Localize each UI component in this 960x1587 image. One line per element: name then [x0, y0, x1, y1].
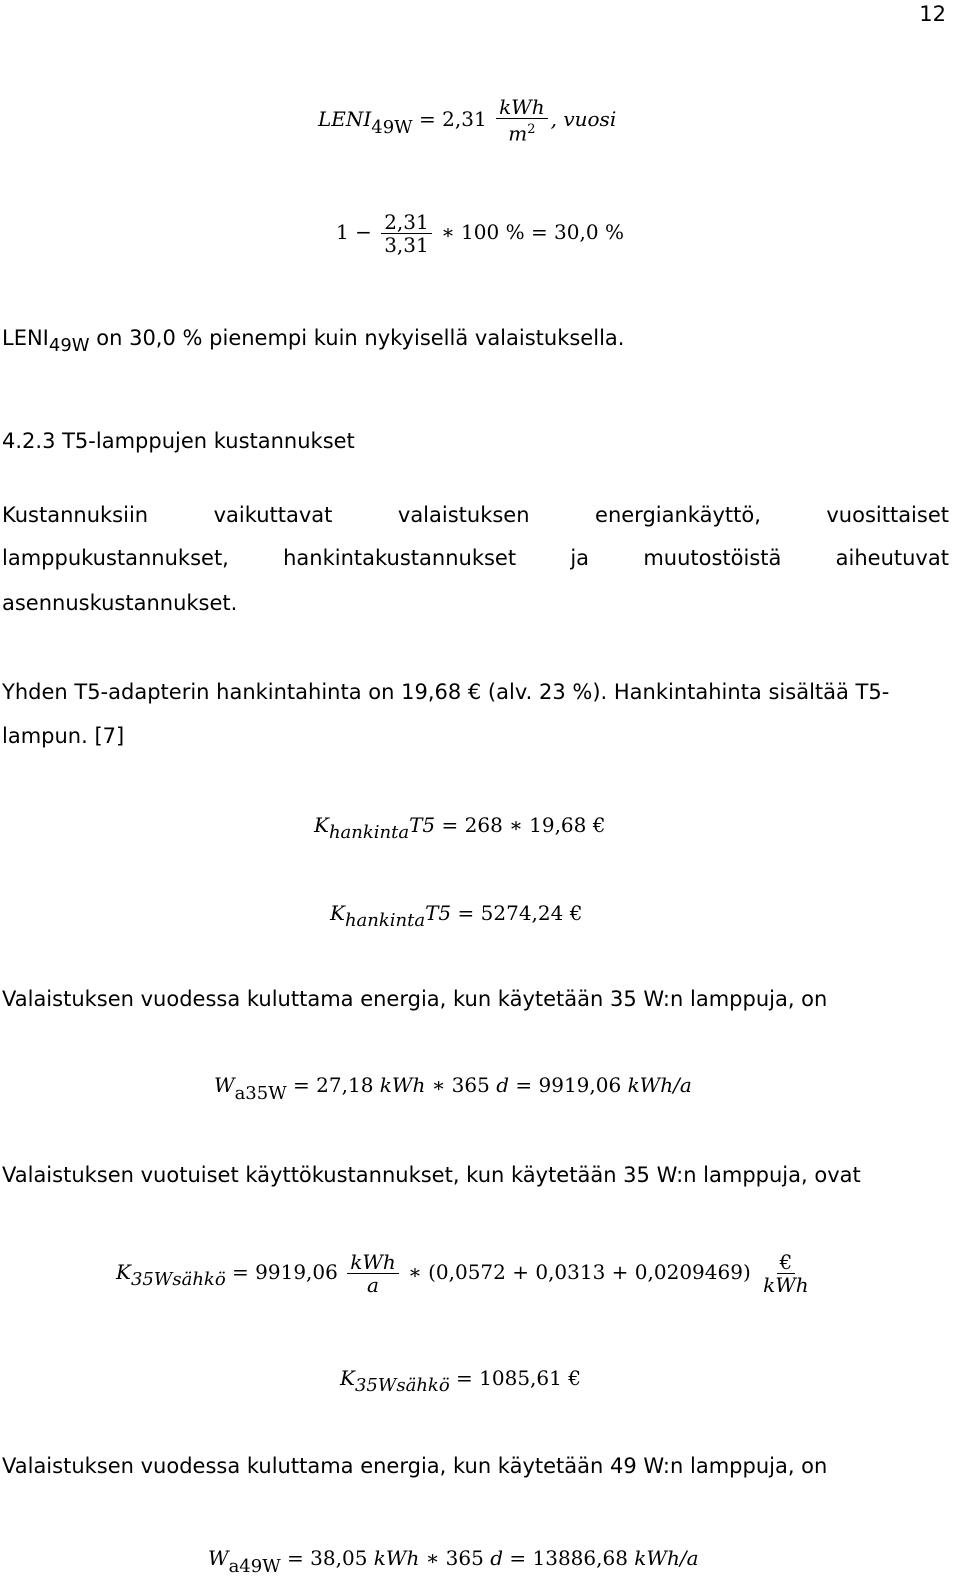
eq-percent-lead: 1 − — [336, 220, 372, 244]
para-energy-35w: Valaistuksen vuodessa kuluttama energia, kun käytetään 35 W:n lamppuja, on — [2, 987, 828, 1011]
para-adapter-line1: Yhden T5-adapterin hankintahinta on 19,68 € (alv. 23 %). Hankintahinta sisältää T5- — [2, 680, 890, 704]
equation-k-35w-result — [340, 1365, 581, 1396]
eq-k35-fraction-2-denominator: kWh — [763, 1273, 809, 1297]
para-costs-word: vuosittaiset — [826, 503, 949, 527]
eq-leni-exponent: 2 — [527, 122, 536, 137]
para-costs-word: ja — [570, 546, 590, 570]
eq-percent-fraction — [381, 211, 432, 256]
eq-w49-subscript: a49W — [228, 1556, 281, 1577]
leni-sentence — [2, 325, 625, 356]
eq-leni-numerator: kWh — [496, 96, 548, 119]
eq-w49-unit: d — [490, 1546, 504, 1570]
eq-w35-part: ∗ 365 — [425, 1073, 497, 1097]
eq-w35-part: = 9919,06 — [509, 1073, 628, 1097]
eq-percent-numerator: 2,31 — [381, 211, 432, 234]
eq-leni-subscript: 49W — [371, 116, 413, 138]
eq-w49-part: ∗ 365 — [419, 1546, 491, 1570]
eq-k35-fraction-1-denominator: a — [367, 1273, 379, 1297]
para-costs-35w: Valaistuksen vuotuiset käyttökustannukset, kun käytetään 35 W:n lamppuja, ovat — [2, 1163, 861, 1187]
page-number: 12 — [919, 2, 946, 26]
equation-leni — [318, 96, 616, 145]
leni-sentence-prefix: LENI — [2, 326, 49, 350]
eq-leni-denominator: m — [508, 121, 528, 146]
eq-w49-unit: kWh/a — [634, 1546, 699, 1570]
para-costs-word: aiheutuvat — [835, 546, 949, 570]
eq-leni-suffix: , vuosi — [550, 106, 617, 131]
para-costs-word: valaistuksen — [397, 503, 530, 527]
para-costs-word: Kustannuksiin — [2, 503, 149, 527]
para-adapter-line2: lampun. [7] — [2, 724, 125, 748]
eq-k35-fraction-1 — [347, 1251, 399, 1296]
eq-w49-unit: kWh — [373, 1546, 420, 1570]
eq-percent-denominator: 3,31 — [384, 233, 429, 257]
para-costs-word: vaikuttavat — [213, 503, 333, 527]
eq-k35-subscript: 35Wsähkö — [130, 1269, 226, 1290]
eq-w35-unit: kWh — [379, 1073, 426, 1097]
eq-k35-fraction-2-numerator: € — [777, 1251, 796, 1274]
eq-k35r-symbol: K — [340, 1366, 355, 1390]
eq-k2-subscript: hankinta — [344, 910, 426, 931]
para-costs-line1 — [2, 502, 949, 528]
eq-k35-symbol: K — [116, 1260, 131, 1284]
eq-k1-subscript: hankinta — [328, 822, 410, 843]
para-costs-word: lamppukustannukset, — [2, 546, 229, 570]
eq-leni-equals: = 2,31 — [419, 106, 487, 131]
eq-w49-part: = 38,05 — [280, 1546, 374, 1570]
eq-k35r-rhs: = 1085,61 € — [449, 1366, 581, 1390]
eq-w35-unit: kWh/a — [627, 1073, 692, 1097]
eq-k35-fraction-1-numerator: kWh — [347, 1251, 399, 1274]
section-heading: 4.2.3 T5-lamppujen kustannukset — [2, 429, 355, 453]
equation-k-hankinta-1 — [314, 812, 606, 843]
para-energy-49w: Valaistuksen vuodessa kuluttama energia, kun käytetään 49 W:n lamppuja, on — [2, 1454, 828, 1478]
eq-w35-symbol: W — [214, 1073, 235, 1097]
para-costs-word: muutostöistä — [643, 546, 782, 570]
eq-k35-fraction-2 — [760, 1251, 812, 1296]
equation-percent — [336, 211, 624, 256]
leni-sentence-subscript: 49W — [48, 335, 90, 356]
eq-k2-rhs: = 5274,24 € — [451, 901, 583, 925]
para-costs-line2 — [2, 545, 949, 571]
eq-leni-fraction — [496, 96, 548, 145]
equation-k-hankinta-2 — [330, 900, 583, 931]
eq-k1-rhs: = 268 ∗ 19,68 € — [435, 813, 606, 837]
eq-k2-after: T5 — [425, 901, 452, 925]
eq-w35-unit: d — [496, 1073, 510, 1097]
eq-k35-part: ∗ (0,0572 + 0,0313 + 0,0209469) — [408, 1260, 751, 1284]
eq-leni-lhs: LENI — [318, 106, 372, 131]
eq-k35r-subscript: 35Wsähkö — [354, 1375, 450, 1396]
eq-w35-subscript: a35W — [234, 1083, 287, 1104]
eq-k2-symbol: K — [330, 901, 345, 925]
equation-w-a49w — [208, 1545, 699, 1577]
equation-k-35w-sahko — [116, 1251, 815, 1296]
eq-k35-part: = 9919,06 — [225, 1260, 338, 1284]
leni-sentence-rest: on 30,0 % pienempi kuin nykyisellä valaistuksella. — [89, 326, 625, 350]
para-costs-word: hankintakustannukset — [283, 546, 517, 570]
eq-w49-symbol: W — [208, 1546, 229, 1570]
eq-percent-rest: ∗ 100 % = 30,0 % — [441, 220, 624, 244]
equation-w-a35w — [214, 1072, 692, 1104]
para-costs-line3: asennuskustannukset. — [2, 591, 238, 615]
eq-w35-part: = 27,18 — [286, 1073, 380, 1097]
para-costs-word: energiankäyttö, — [595, 503, 761, 527]
eq-w49-part: = 13886,68 — [503, 1546, 635, 1570]
eq-k1-after: T5 — [409, 813, 436, 837]
eq-k1-symbol: K — [314, 813, 329, 837]
